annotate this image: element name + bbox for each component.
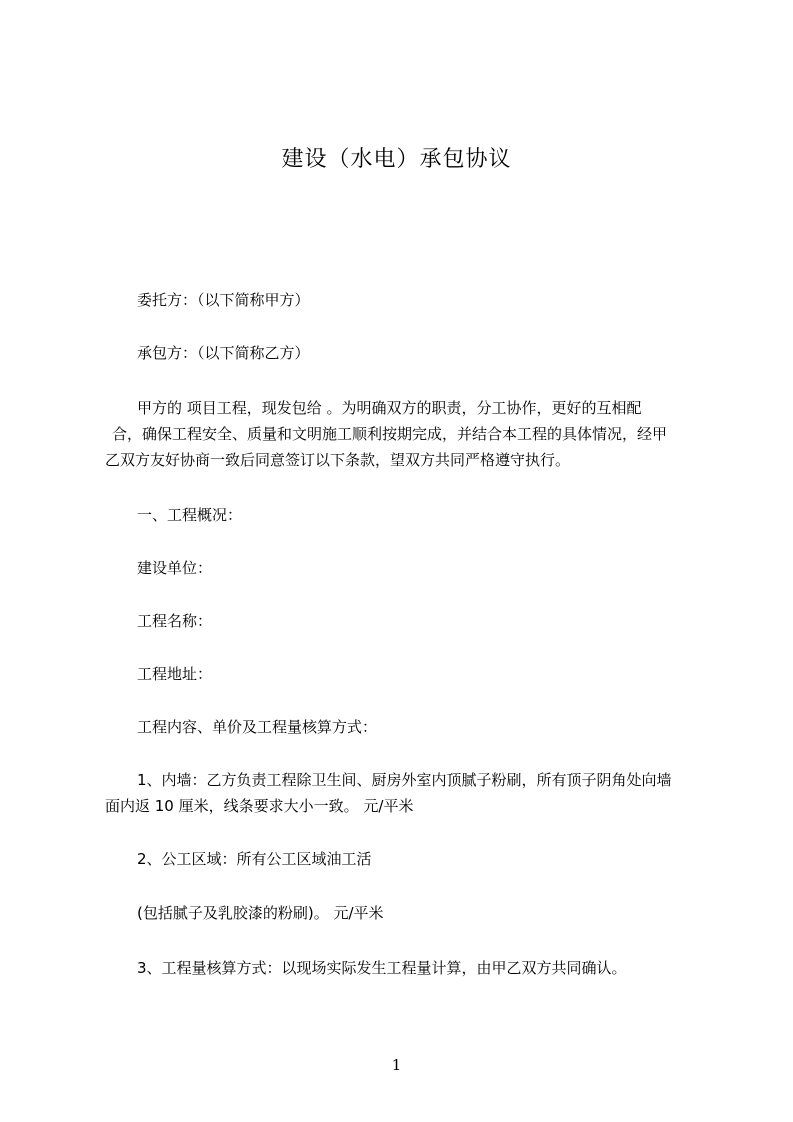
project-address-line: 工程地址： (137, 665, 213, 683)
project-name-line: 工程名称： (137, 612, 213, 630)
intro-line-3: 乙双方友好协商一致后同意签订以下条款，望双方共同严格遵守执行。 (105, 451, 571, 469)
client-line: 委托方：（以下简称甲方） (137, 291, 310, 309)
item-2-line: 2、公工区域：所有公工区域油工活 (137, 850, 372, 868)
item-1-line-2: 面内返 10 厘米，线条要求大小一致。 元/平米 (105, 797, 414, 815)
item-1-line-1: 1、内墙：乙方负责工程除卫生间、厨房外室内顶腻子粉刷，所有顶子阴角处向墙 (137, 771, 672, 789)
document-title: 建设（水电）承包协议 (281, 147, 512, 172)
section-heading-overview: 一、工程概况： (137, 506, 243, 524)
item-3-line: 3、工程量核算方式：以现场实际发生工程量计算，由甲乙双方共同确认。 (137, 959, 627, 977)
intro-line-1: 甲方的 项目工程，现发包给 。为明确双方的职责，分工协作，更好的互相配 (137, 399, 642, 417)
construction-unit-line: 建设单位： (137, 559, 213, 577)
contractor-line: 承包方：（以下简称乙方） (137, 344, 310, 362)
content-heading: 工程内容、单价及工程量核算方式： (137, 718, 378, 736)
intro-line-2: 合，确保工程安全、质量和文明施工顺利按期完成，并结合本工程的具体情况，经甲 (112, 425, 668, 443)
item-2-detail-line: (包括腻子及乳胶漆的粉刷)。 元/平米 (137, 904, 384, 922)
page-number: 1 (391, 1056, 402, 1074)
